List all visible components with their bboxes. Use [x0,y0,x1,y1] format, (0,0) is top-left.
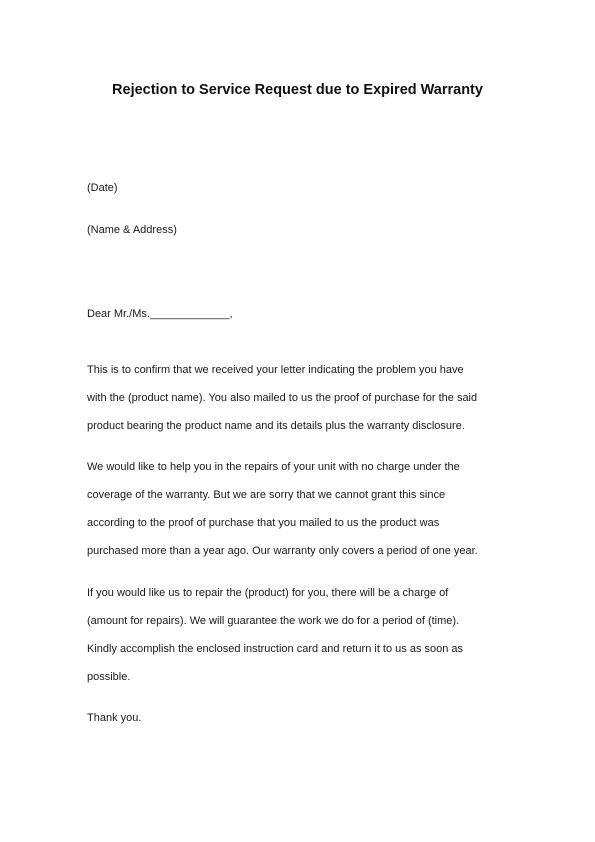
paragraph-2-line: according to the proof of purchase that you mailed to us the product was [87,517,440,529]
salutation: Dear Mr./Ms._____________, [87,308,233,320]
paragraph-2-line: purchased more than a year ago. Our warranty only covers a period of one year. [87,545,478,557]
paragraph-2-line: We would like to help you in the repairs of your unit with no charge under the [87,461,460,473]
paragraph-3-line: If you would like us to repair the (product) for you, there will be a charge of [87,587,449,599]
paragraph-1-line: product bearing the product name and its details plus the warranty disclosure. [87,420,465,432]
paragraph-2-line: coverage of the warranty. But we are sorry that we cannot grant this since [87,489,446,501]
letter-title: Rejection to Service Request due to Expired Warranty [112,82,483,98]
paragraph-3-line: possible. [87,671,131,683]
paragraph-1-line: with the (product name). You also mailed to us the proof of purchase for the said [87,392,478,404]
paragraph-3-line: Kindly accomplish the enclosed instruction card and return it to us as soon as [87,643,464,655]
paragraph-1-line: This is to confirm that we received your letter indicating the problem you have [87,364,464,376]
paragraph-3-line: (amount for repairs). We will guarantee the work we do for a period of (time). [87,615,460,627]
date-placeholder: (Date) [87,182,118,194]
name-address-placeholder: (Name & Address) [87,224,177,236]
closing: Thank you. [87,712,142,724]
